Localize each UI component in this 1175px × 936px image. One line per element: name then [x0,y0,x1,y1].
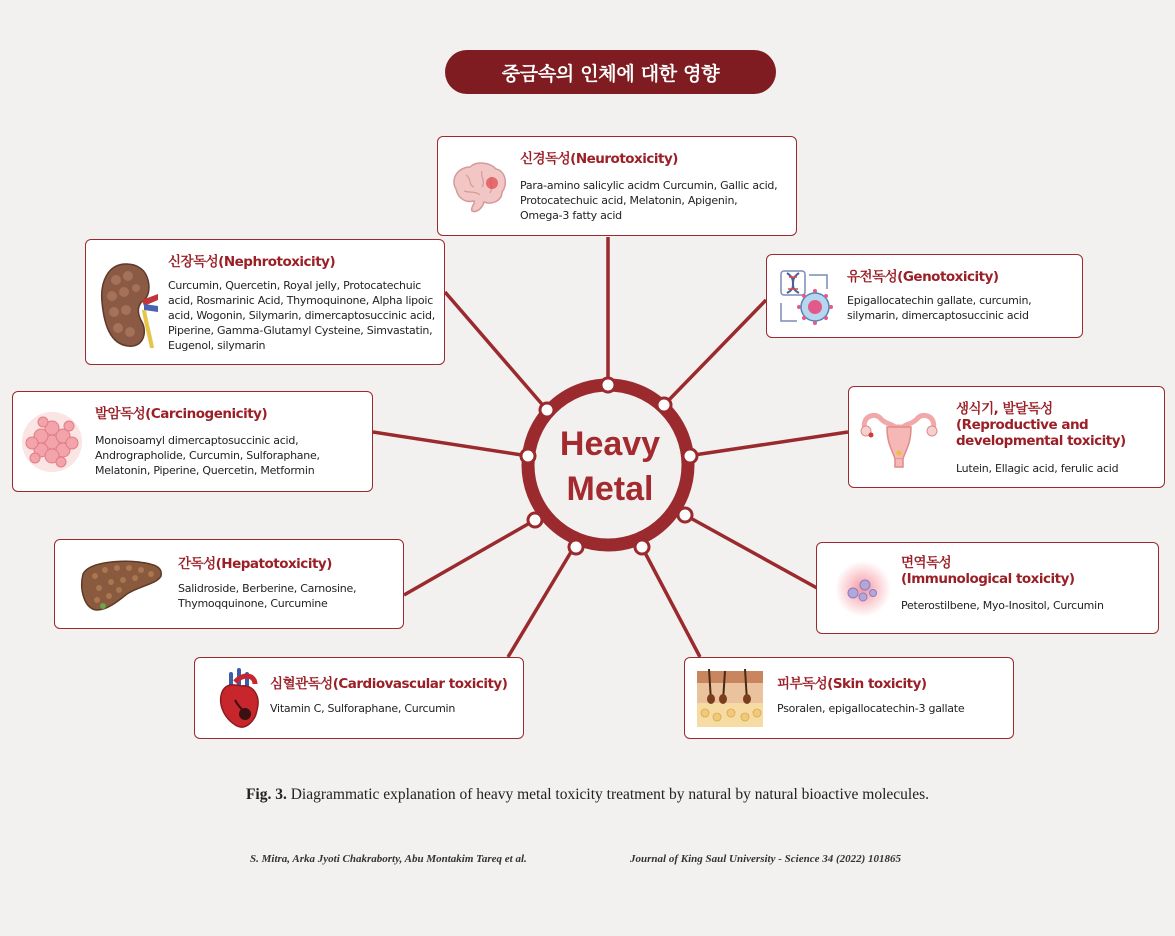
ring-node [635,540,649,554]
card-heading: 신장독성(Nephrotoxicity) [168,254,336,270]
heart-icon [215,668,263,730]
card-body: Lutein, Ellagic acid, ferulic acid [956,462,1119,475]
ring-node [601,378,615,392]
ring-node [540,403,554,417]
title-banner: 중금속의 인체에 대한 영향 [445,50,776,94]
card-skin-toxicity [684,657,1014,739]
dna-icon [777,267,837,327]
hub-label-line2: Metal [566,470,654,508]
connector-repro [694,432,848,455]
card-body: Epigallocatechin gallate, curcumin, silymarin, dimercaptosuccinic acid [847,294,1032,322]
card-body: Curcumin, Quercetin, Royal jelly, Protocatechuic acid, Rosmarinic Acid, Thymoquinone, Alpha lipoic acid, Wogonin, Silymarin, dimercaptosuccinic acid, Piperine, Gamma-Glutamyl Cysteine, Simvastatin, Eugenol, silymarin [168,279,435,352]
card-cardiovascular-toxicity [194,657,524,739]
connector-carcino [373,432,522,455]
skin-layers-icon [695,667,765,729]
ring-node [528,513,542,527]
ring-node [569,540,583,554]
connector-immuno [685,515,817,588]
credit-authors: S. Mitra, Arka Jyoti Chakraborty, Abu Montakim Tareq et al. [250,853,527,865]
card-body: Vitamin C, Sulforaphane, Curcumin [270,702,456,715]
card-body: Peterostilbene, Myo-Inositol, Curcumin [901,599,1104,612]
card-heading: 신경독성(Neurotoxicity) [520,151,678,167]
figure-caption-label: Fig. 3. [245,786,287,803]
liver-icon [79,556,165,614]
connector-skin [642,547,700,657]
card-heading: 심혈관독성(Cardiovascular toxicity) [270,676,508,692]
card-body: Monoisoamyl dimercaptosuccinic acid, Andrographolide, Curcumin, Sulforaphane, Melatonin, Piperine, Quercetin, Metformin [95,434,320,477]
connector-nephro [445,292,547,410]
tumor-cell-icon [19,410,85,474]
card-body: Salidroside, Berberine, Carnosine, Thymoqquinone, Curcumine [178,582,357,610]
figure-caption-text: Diagrammatic explanation of heavy metal toxicity treatment by natural by natural bioactive molecules. [286,786,930,803]
hub-label [520,422,700,512]
credit-journal: Journal of King Saul University - Science 34 (2022) 101865 [630,853,902,865]
card-heading: 피부독성(Skin toxicity) [777,676,927,692]
connector-geno [664,300,766,405]
hub-label-line1: Heavy [559,425,661,463]
card-neurotoxicity [437,136,797,236]
card-nephrotoxicity [85,239,445,365]
ring-node [657,398,671,412]
kidney-icon [96,260,162,350]
immune-cells-icon [833,559,893,619]
card-carcinogenicity [12,391,373,492]
figure-caption [0,786,1175,804]
card-body: Psoralen, epigallocatechin-3 gallate [777,702,965,715]
card-heading: 면역독성 (Immunological toxicity) [901,555,1075,587]
connector-cardio [508,547,574,657]
card-immunological-toxicity [816,542,1159,634]
connector-hepato [404,520,535,595]
brain-icon [446,159,510,215]
card-reproductive-toxicity [848,386,1165,488]
card-heading: 유전독성(Genotoxicity) [847,269,999,285]
card-hepatotoxicity [54,539,404,629]
card-body: Para-amino salicylic acidm Curcumin, Gallic acid, Protocatechuic acid, Melatonin, Apigenin, Omega-3 fatty acid [520,179,778,222]
card-heading: 생식기, 발달독성 (Reproductive and developmental toxicity) [956,401,1126,449]
card-heading: 간독성(Hepatotoxicity) [178,556,332,572]
uterus-icon [857,405,941,469]
card-genotoxicity [766,254,1083,338]
card-heading: 발암독성(Carcinogenicity) [95,406,268,422]
